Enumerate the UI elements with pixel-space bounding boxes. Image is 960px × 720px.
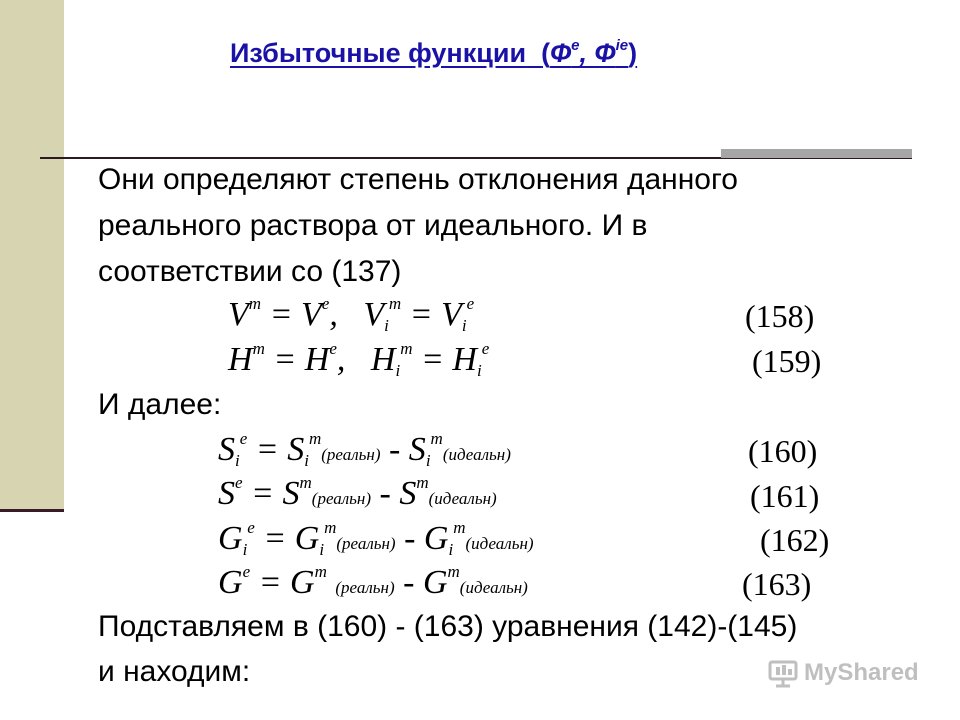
sidebar-decoration [0,0,64,510]
equation-number-162: (162) [760,522,830,558]
slide-title: Избыточные функции ($Ф^e$, $Ф^{ie}$) [230,37,638,68]
outro-line-2: и находим: [98,655,251,688]
equation-160: $S_i^e$ = $S_i^m(реальн)$ - $S_i^m(идеальн)$ [218,429,511,470]
outro-line-1: Подставляем в (160) - (163) уравнения (142)-(145) [98,610,798,643]
equation-number-160: (160) [748,433,818,469]
equation-162: $G_i^e$ = $G_i^m(реальн)$ - $G_i^m(идеальн)$ [218,518,534,559]
presentation-icon [768,658,798,688]
equation-number-161: (161) [750,478,820,514]
further-label: И далее: [98,388,222,421]
equation-number-158: (158) [745,298,815,334]
myshared-watermark [768,658,919,688]
equation-163: $G^e = G^m$ (реальн) - $G^m(идеальн)$ [218,562,528,601]
watermark-text: MyShared [804,659,919,686]
intro-line-2: реального раствора от идеального. И в [98,209,648,242]
equation-159: $H^m = H^e$, $H_i^m = H_i^e$ [228,339,490,380]
equation-number-163: (163) [742,566,812,602]
sidebar-underline [0,509,64,512]
intro-line-3: соответствии со (137) [98,255,402,288]
equation-158: $V^m = V^e$, $V_i^m = V_i^e$ [228,294,475,335]
equation-number-159: (159) [752,343,822,379]
equation-161: $S^e$ = $S^m(реальн)$ - $S^m(идеальн)$ [218,473,497,512]
intro-line-1: Они определяют степень отклонения данного [98,163,738,196]
divider-accent [721,149,912,158]
